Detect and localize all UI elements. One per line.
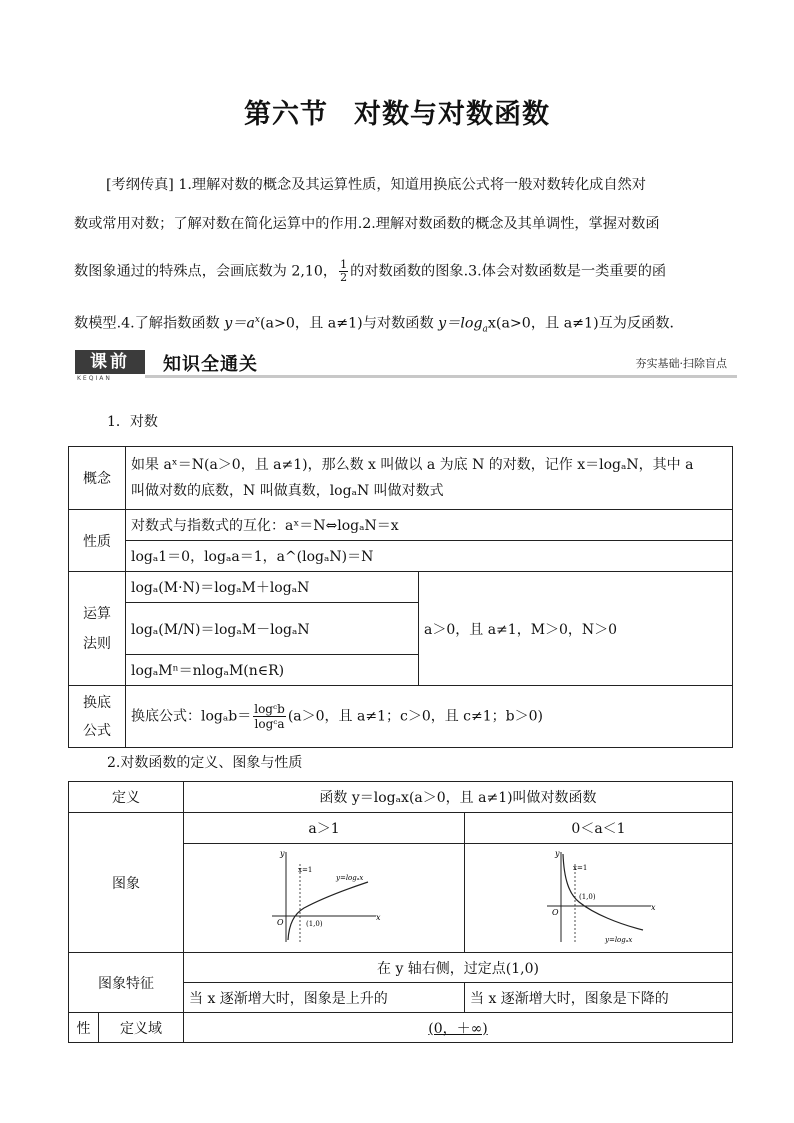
section-number: 第六节 — [244, 99, 328, 130]
log-graph-decreasing — [539, 844, 659, 948]
fixed-point-label: (1,0) — [578, 893, 596, 901]
origin-label: O — [277, 918, 284, 927]
op-power-rule: logₐMⁿ＝nlogₐM(n∈R) — [126, 655, 419, 686]
graph-decreasing — [465, 844, 733, 953]
property-identities: logₐ1＝0，logₐa＝1，a^(logₐN)＝N — [126, 541, 733, 572]
vertical-line-label: x=1 — [298, 866, 313, 874]
row-label-property: 性质 — [69, 510, 126, 572]
concept-cell: 如果 aˣ＝N(a＞0，且 a≠1)，那么数 x 叫做以 a 为底 N 的对数，记作 x＝logₐN，其中 a 叫做对数的底数，N 叫做真数，logₐN 叫做对数式 — [126, 447, 733, 510]
x-axis-label: x — [650, 903, 656, 912]
case-a-between-0-1: 0＜a＜1 — [465, 813, 733, 844]
case-a-greater-1: a＞1 — [184, 813, 465, 844]
row-label-definition: 定义 — [69, 782, 184, 813]
table-row — [69, 686, 733, 748]
domain-value: (0，＋∞) — [184, 1013, 733, 1043]
y-axis-label: y — [554, 849, 560, 858]
origin-label: O — [551, 908, 559, 917]
table-row — [69, 782, 733, 813]
feature-increasing: 当 x 逐渐增大时，图象是上升的 — [184, 983, 465, 1013]
syllabus-line-3: 数图象通过的特殊点，会画底数为 2,10， $\frac{1}{2}$ 的对数函数的图象.3.体会对数函数是一类重要的函 — [74, 258, 667, 284]
table-row — [69, 541, 733, 572]
table-row — [69, 447, 733, 510]
table-row — [69, 813, 733, 844]
row-label-change-of-base: 换底 公式 — [69, 686, 126, 748]
row-label-concept: 概念 — [69, 447, 126, 510]
section-banner — [75, 350, 737, 382]
definition-cell: 函数 y＝logₐx(a＞0，且 a≠1)叫做对数函数 — [184, 782, 733, 813]
graph-increasing — [184, 844, 465, 953]
syllabus-label: [考纲传真] — [106, 177, 174, 193]
section-title: 对数与对数函数 — [354, 99, 550, 130]
syllabus-line-4: 数模型.4.了解指数函数 $y=a^x(a>0$，且 a≠1)与对数函数 $y=\log_ax(a>0$，且 a≠1)互为反函数． — [74, 315, 684, 335]
log-graph-increasing — [264, 844, 384, 948]
feature-decreasing: 当 x 逐渐增大时，图象是下降的 — [465, 983, 733, 1013]
table-row — [69, 572, 733, 603]
syllabus-line-2: 数或常用对数；了解对数在简化运算中的作用.2.理解对数函数的概念及其单调性，掌握对数函 — [74, 216, 660, 232]
row-label-domain: 定义域 — [99, 1013, 184, 1043]
vertical-line-label: x=1 — [572, 864, 587, 872]
banner-tag: 课前 — [75, 350, 145, 374]
row-label-graph: 图象 — [69, 813, 184, 953]
fixed-point-label: (1,0) — [306, 920, 323, 928]
page-title — [0, 92, 794, 131]
property-interconversion: 对数式与指数式的互化：aˣ＝N⇔logₐN＝x — [126, 510, 733, 541]
y-axis-label: y — [280, 849, 285, 858]
table-row — [69, 510, 733, 541]
row-label-features: 图象特征 — [69, 953, 184, 1013]
table-row — [69, 953, 733, 983]
increasing-curve — [288, 882, 368, 940]
banner-tag-pinyin: KEQIAN — [77, 375, 112, 382]
table-row — [69, 1013, 733, 1043]
op-quotient-rule: logₐ(M/N)＝logₐM－logₐN — [126, 603, 419, 655]
log-function-table — [68, 781, 733, 1043]
logarithm-table — [68, 446, 733, 748]
feature-common: 在 y 轴右侧，过定点(1,0) — [184, 953, 733, 983]
row-label-properties: 性 — [69, 1013, 99, 1043]
section-heading-2: 2.对数函数的定义、图象与性质 — [107, 755, 303, 771]
banner-title: 知识全通关 — [163, 354, 258, 375]
change-of-base-formula: 换底公式：logₐb＝ $\frac{\text{logᶜb}}{\text{logᶜa}}$ (a＞0，且 a≠1；c＞0，且 c≠1；b＞0) — [126, 686, 733, 748]
banner-divider — [145, 375, 737, 378]
x-axis-label: x — [376, 913, 381, 922]
banner-slogan: 夯实基础·扫除盲点 — [635, 357, 727, 370]
curve-label: y=logₐx — [604, 936, 632, 944]
row-label-operations: 运算 法则 — [69, 572, 126, 686]
section-heading-1: 1．对数 — [107, 414, 158, 430]
fraction-half: $\frac{1}{2}$ — [340, 258, 348, 284]
op-product-rule: logₐ(M·N)＝logₐM＋logₐN — [126, 572, 419, 603]
ops-condition: a＞0，且 a≠1，M＞0，N＞0 — [419, 572, 733, 686]
curve-label: y=logₐx — [336, 874, 364, 882]
syllabus-line-1: [考纲传真] 1.理解对数的概念及其运算性质，知道用换底公式将一般对数转化成自然对 — [106, 177, 646, 193]
